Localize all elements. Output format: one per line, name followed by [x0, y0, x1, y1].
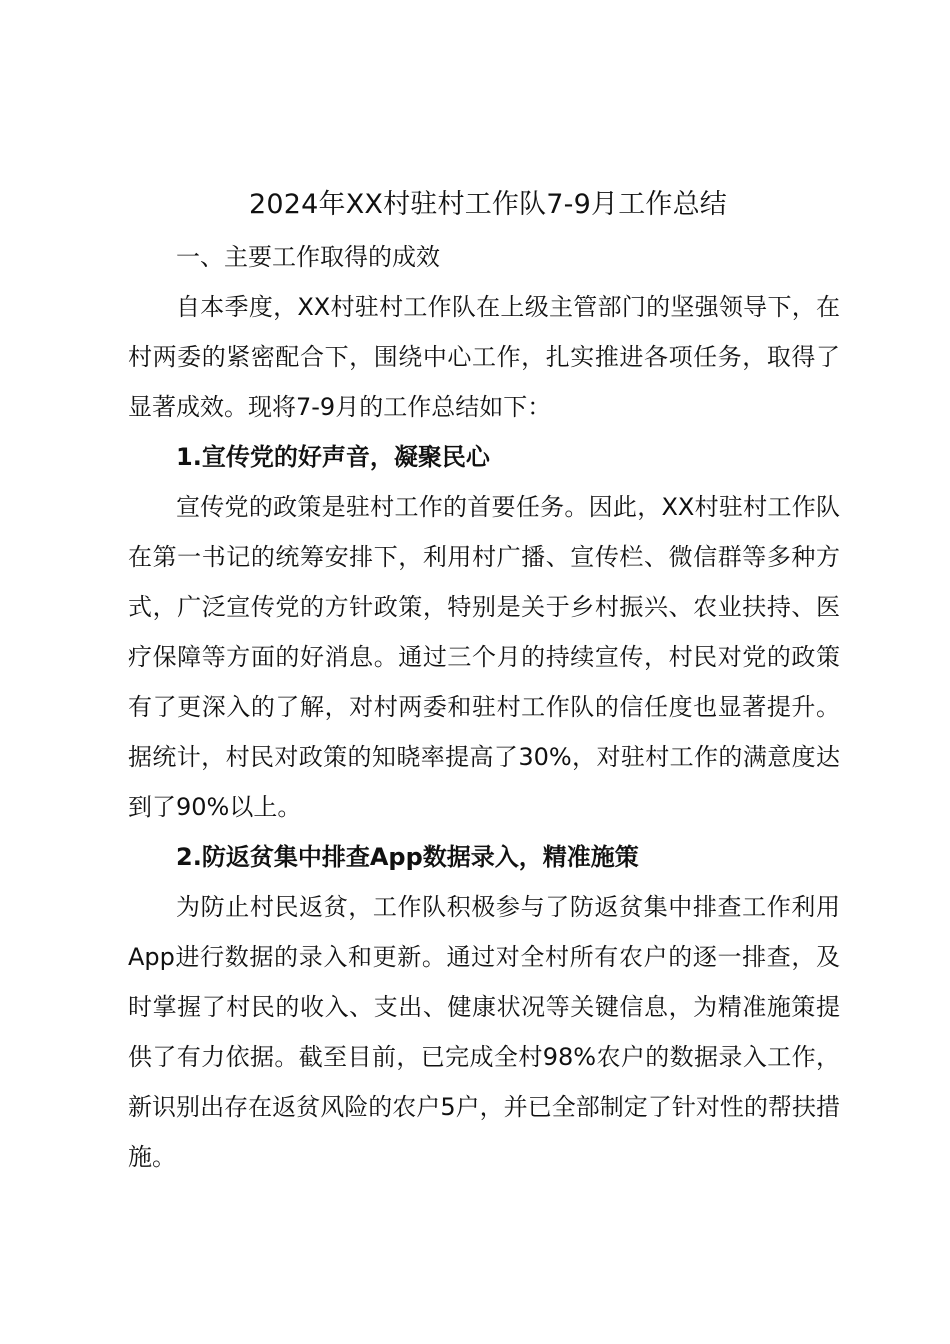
item2-heading: 2.防返贫集中排查App数据录入，精准施策 — [176, 843, 639, 871]
document-page — [128, 180, 840, 1182]
document-title: 2024年XX村驻村工作队7-9月工作总结 — [248, 189, 727, 220]
intro-paragraph: 自本季度，XX村驻村工作队在上级主管部门的坚强领导下，在村两委的紧密配合下，围绕中心工作，扎实推进各项任务，取得了显著成效。现将7-9月的工作总结如下： — [128, 293, 840, 421]
item1-paragraph: 宣传党的政策是驻村工作的首要任务。因此，XX村驻村工作队在第一书记的统筹安排下，利用村广播、宣传栏、微信群等多种方式，广泛宣传党的方针政策，特别是关于乡村振兴、农业扶持、医疗保障等方面的好消息。通过三个月的持续宣传，村民对党的政策有了更深入的了解，对村两委和驻村工作队的信任度也显著提升。据统计，村民对政策的知晓率提高了30%，对驻村工作的满意度达到了90%以上。 — [128, 493, 840, 821]
item1-heading: 1.宣传党的好声音，凝聚民心 — [176, 443, 490, 471]
item2-paragraph: 为防止村民返贫，工作队积极参与了防返贫集中排查工作利用App进行数据的录入和更新。通过对全村所有农户的逐一排查，及时掌握了村民的收入、支出、健康状况等关键信息，为精准施策提供了有力依据。截至目前，已完成全村98%农户的数据录入工作，新识别出存在返贫风险的农户5户，并已全部制定了针对性的帮扶措施。 — [128, 893, 840, 1171]
section-heading: 一、主要工作取得的成效 — [176, 243, 440, 271]
